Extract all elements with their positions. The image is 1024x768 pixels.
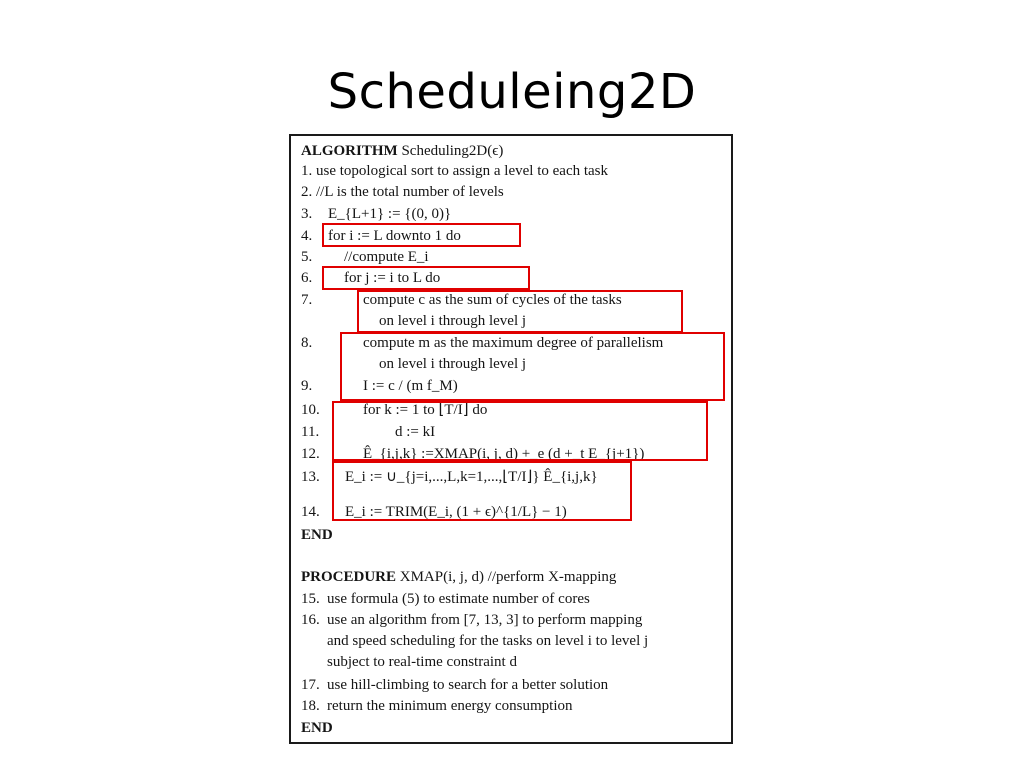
procedure-signature: XMAP(i, j, d) //perform X-mapping bbox=[399, 569, 617, 585]
line-number: 18. bbox=[301, 698, 320, 714]
algorithm-line: for i := L downto 1 do bbox=[328, 228, 461, 244]
line-number: 5. bbox=[301, 249, 313, 265]
algorithm-line: use topological sort to assign a level to each task bbox=[316, 163, 609, 179]
highlight-box-line-4 bbox=[322, 223, 521, 247]
algorithm-line: compute m as the maximum degree of parallelism bbox=[363, 335, 664, 351]
line-number: 4. bbox=[301, 228, 313, 244]
algorithm-line: E_i := TRIM(E_i, (1 + ϵ)^{1/L} − 1) bbox=[345, 504, 567, 520]
algorithm-line: //L is the total number of levels bbox=[316, 184, 504, 200]
algorithm-line: I := c / (m f_M) bbox=[363, 378, 458, 394]
line-number: 6. bbox=[301, 270, 313, 286]
end-keyword: END bbox=[301, 720, 333, 736]
algorithm-line: E_i := ∪_{j=i,...,L,k=1,...,⌊T/I⌋} Ê_{i,j,k} bbox=[345, 469, 598, 485]
line-number: 8. bbox=[301, 335, 313, 351]
algorithm-line: for j := i to L do bbox=[344, 270, 441, 286]
procedure-line-continuation: subject to real-time constraint d bbox=[327, 654, 517, 670]
algorithm-line: compute c as the sum of cycles of the tasks bbox=[363, 292, 622, 308]
line-number: 17. bbox=[301, 677, 320, 693]
procedure-line: use formula (5) to estimate number of cores bbox=[327, 591, 590, 607]
algorithm-line: E_{L+1} := {(0, 0)} bbox=[328, 206, 452, 222]
procedure-header bbox=[301, 567, 616, 587]
algorithm-line-continuation: on level i through level j bbox=[379, 313, 527, 329]
line-number: 1. bbox=[301, 163, 313, 179]
algorithm-line: d := kI bbox=[395, 424, 436, 440]
highlight-box-line-6 bbox=[322, 266, 530, 290]
highlight-box-line-7 bbox=[357, 290, 683, 333]
algorithm-signature: Scheduling2D(ϵ) bbox=[401, 143, 504, 159]
procedure-line-continuation: and speed scheduling for the tasks on level i to level j bbox=[327, 633, 649, 649]
procedure-keyword: PROCEDURE bbox=[301, 569, 397, 585]
line-number: 10. bbox=[301, 402, 320, 418]
procedure-line: use hill-climbing to search for a better solution bbox=[327, 677, 609, 693]
highlight-box-lines-10-12 bbox=[332, 401, 708, 461]
algorithm-line-continuation: on level i through level j bbox=[379, 356, 527, 372]
line-number: 13. bbox=[301, 469, 320, 485]
line-number: 11. bbox=[301, 424, 320, 440]
algorithm-header bbox=[301, 141, 503, 161]
slide-title: Scheduleing2D bbox=[327, 64, 697, 120]
highlight-box-lines-13-14 bbox=[332, 461, 632, 521]
algorithm-line: for k := 1 to ⌊T/I⌋ do bbox=[363, 402, 488, 418]
end-keyword: END bbox=[301, 527, 333, 543]
line-number: 15. bbox=[301, 591, 320, 607]
line-number: 14. bbox=[301, 504, 320, 520]
algorithm-keyword: ALGORITHM bbox=[301, 143, 398, 159]
line-number: 3. bbox=[301, 206, 313, 222]
line-number: 2. bbox=[301, 184, 313, 200]
line-number: 7. bbox=[301, 292, 313, 308]
algorithm-line: Ê_{i,j,k} :=XMAP(i, j, d) +_e (d +_t E_{j+1}) bbox=[363, 446, 645, 462]
line-number: 12. bbox=[301, 446, 320, 462]
line-number: 9. bbox=[301, 378, 313, 394]
line-number: 16. bbox=[301, 612, 320, 628]
procedure-line: use an algorithm from [7, 13, 3] to perform mapping bbox=[327, 612, 643, 628]
algorithm-line: //compute E_i bbox=[344, 249, 429, 265]
highlight-box-lines-8-9 bbox=[340, 332, 725, 401]
procedure-line: return the minimum energy consumption bbox=[327, 698, 573, 714]
